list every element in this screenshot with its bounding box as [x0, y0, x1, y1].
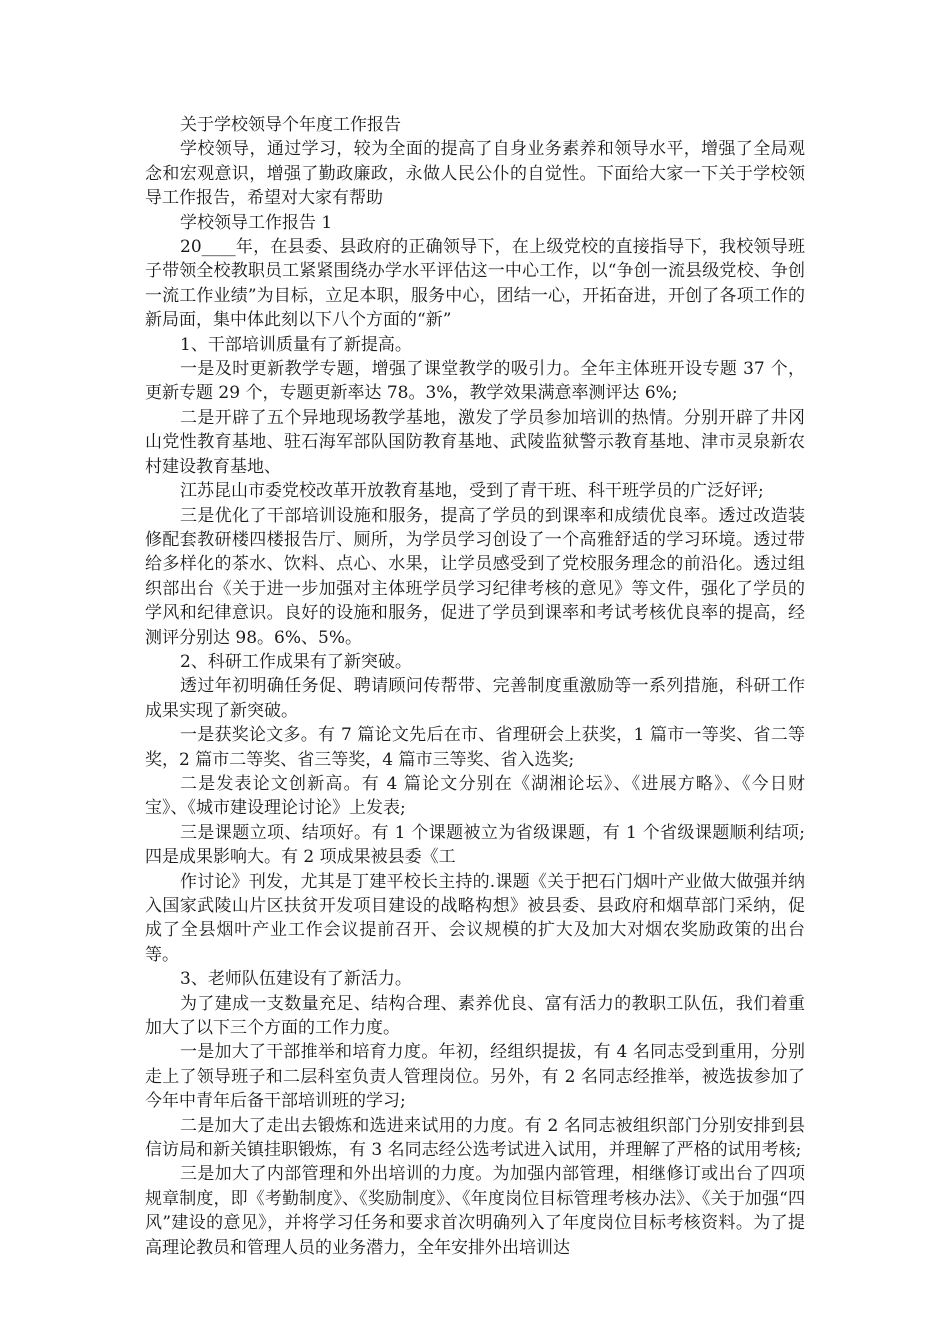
body-paragraph: 三是优化了干部培训设施和服务，提高了学员的到课率和成绩优良率。透过改造装修配套教研楼四楼报告厅、厕所，为学员学习创设了一个高雅舒适的学习环境。透过带给多样化的茶水、饮料、点心、水果，让学员感受到了党校服务理念的前沿化。透过组织部出台《关于进一步加强对主体班学员学习纪律考核的意见》等文件，强化了学员的学风和纪律意识。良好的设施和服务，促进了学员到课率和考试考核优良率的提高，经测评分别达 98。6%、5%。: [145, 505, 805, 648]
body-paragraph: 三是加大了内部管理和外出培训的力度。为加强内部管理，相继修订或出台了四项规章制度，即《考勤制度》、《奖励制度》、《年度岗位目标管理考核办法》、《关于加强“四风”建设的意见》，并将学习任务和要求首次明确列入了年度岗位目标考核资料。为了提高理论教员和管理人员的业务潜力，全年安排外出培训达: [145, 1164, 805, 1258]
report-heading: 学校领导工作报告 1: [180, 212, 333, 233]
body-paragraph: 20____年，在县委、县政府的正确领导下，在上级党校的直接指导下，我校领导班子带领全校教职员工紧紧围绕办学水平评估这一中心工作，以“争创一流县级党校、争创一流工作业绩”为目标，立足本职，服务中心，团结一心，开拓奋进，开创了各项工作的新局面，集中体此刻以下八个方面的“新”: [145, 237, 805, 331]
body-paragraph: 二是发表论文创新高。有 4 篇论文分别在《湖湘论坛》、《进展方略》、《今日财宝》、《城市建设理论讨论》上发表;: [145, 773, 805, 819]
body-paragraph: 二是加大了走出去锻炼和选进来试用的力度。有 2 名同志被组织部门分别安排到县信访局和新关镇挂职锻炼，有 3 名同志经公选考试进入试用，并理解了严格的试用考核;: [145, 1115, 805, 1161]
section-heading-1: 1、干部培训质量有了新提高。: [180, 334, 412, 355]
body-paragraph: 一是获奖论文多。有 7 篇论文先后在市、省理研会上获奖，1 篇市一等奖、省二等奖，2 篇市二等奖、省三等奖，4 篇市三等奖、省入选奖;: [145, 725, 805, 770]
body-paragraph: 透过年初明确任务促、聘请顾问传帮带、完善制度重激励等一系列措施，科研工作成果实现了新突破。: [145, 676, 805, 721]
section-heading-2: 2、科研工作成果有了新突破。: [180, 651, 412, 672]
body-paragraph: 二是开辟了五个异地现场教学基地，激发了学员参加培训的热情。分别开辟了井冈山党性教育基地、驻石海军部队国防教育基地、武陵监狱警示教育基地、津市灵泉新农村建设教育基地、: [145, 407, 805, 477]
body-paragraph: 江苏昆山市委党校改革开放教育基地，受到了青干班、科干班学员的广泛好评;: [180, 481, 764, 502]
document-page: [145, 113, 805, 1260]
body-paragraph: 一是加大了干部推举和培育力度。年初，经组织提拔，有 4 名同志受到重用，分别走上了领导班子和二层科室负责人管理岗位。另外，有 2 名同志经推举，被选拔参加了今年中青年后备干部培训班的学习;: [145, 1042, 805, 1112]
section-heading-3: 3、老师队伍建设有了新活力。: [180, 969, 412, 990]
body-paragraph: 为了建成一支数量充足、结构合理、素养优良、富有活力的教职工队伍，我们着重加大了以下三个方面的工作力度。: [145, 993, 805, 1039]
body-paragraph: 一是及时更新教学专题，增强了课堂教学的吸引力。全年主体班开设专题 37 个，更新专题 29 个，专题更新率达 78。3%，教学效果满意率测评达 6%;: [145, 359, 805, 404]
document-title: 关于学校领导个年度工作报告: [180, 115, 401, 135]
body-paragraph: 三是课题立项、结项好。有 1 个课题被立为省级课题，有 1 个省级课题顺利结项;四是成果影响大。有 2 项成果被县委《工: [145, 822, 805, 868]
intro-paragraph: 学校领导，通过学习，较为全面的提高了自身业务素养和领导水平，增强了全局观念和宏观意识，增强了勤政廉政，永做人民公仆的自觉性。下面给大家一下关于学校领导工作报告，希望对大家有帮助: [145, 139, 805, 209]
body-paragraph: 作讨论》刊发，尤其是丁建平校长主持的.课题《关于把石门烟叶产业做大做强并纳入国家武陵山片区扶贫开发项目建设的战略构想》被县委、县政府和烟草部门采纳，促成了全县烟叶产业工作会议提前召开、会议规模的扩大及加大对烟农奖励政策的出台等。: [145, 871, 805, 965]
